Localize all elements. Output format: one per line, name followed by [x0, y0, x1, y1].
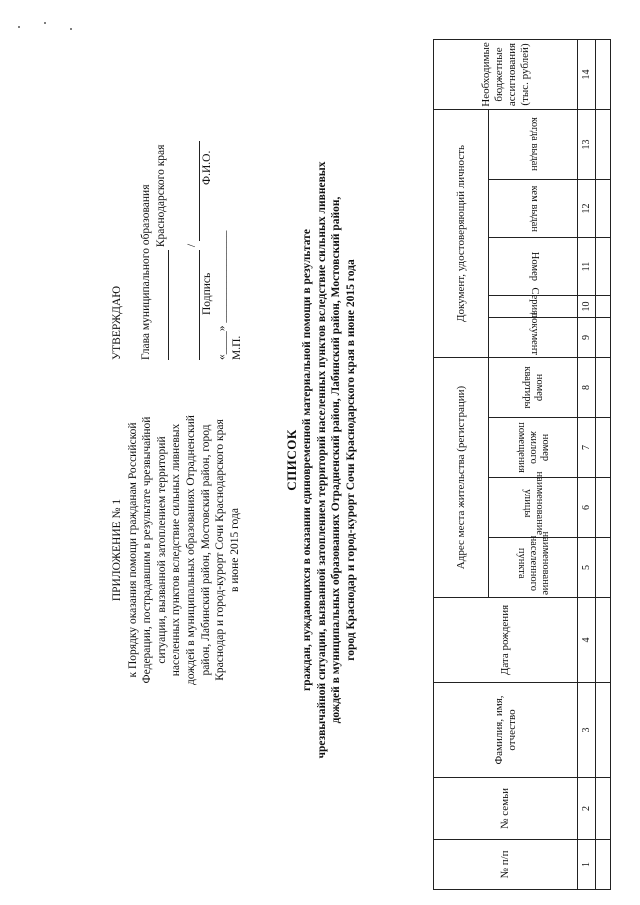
col-header-document: Документ, удостоверяющий личность [434, 109, 489, 357]
approval-position [139, 60, 154, 360]
list-heading: СПИСОК [284, 429, 299, 491]
column-number: 2 [578, 778, 596, 840]
table-header-row [434, 39, 489, 889]
col-header-family: № семьи [434, 778, 578, 840]
signature-row [185, 60, 200, 360]
column-number: 12 [578, 180, 596, 238]
citizens-table [433, 39, 611, 890]
column-number: 7 [578, 418, 596, 478]
col-header-settlement [489, 531, 578, 598]
col-header-num: № п/п [434, 840, 578, 890]
column-number: 6 [578, 478, 596, 538]
appendix-line: дождей в муниципальных образованиях Отрадненский [184, 415, 197, 685]
region-fill-line [168, 250, 169, 360]
col-header-series [489, 287, 578, 318]
column-number: 8 [578, 358, 596, 418]
list-title [285, 50, 358, 870]
house-label: номер жилого помещения [516, 422, 551, 473]
appendix-title: ПРИЛОЖЕНИЕ № 1 [111, 498, 123, 602]
approval-region-row [154, 60, 169, 360]
approval-header: УТВЕРЖДАЮ [111, 285, 123, 360]
column-number: 13 [578, 109, 596, 179]
column-number: 1 [578, 840, 596, 890]
signature-label: Подпись [201, 272, 213, 315]
column-numbers-row [578, 39, 596, 889]
appendix-line: район, Лабинский район, Мостовский район, город [199, 424, 212, 676]
approval-stamp: М.П. [231, 335, 243, 360]
settlement-label: наименование населенного пункта [516, 531, 551, 595]
number-label: Номер [528, 251, 540, 282]
title-line: дождей в муниципальных образованиях Отрадненский район, Лабинский район, Мостовский район, [330, 196, 343, 724]
column-number: 5 [578, 538, 596, 598]
col-header-house [489, 418, 578, 478]
signature-labels [200, 60, 215, 360]
col-header-fio: Фамилия, имя, отчество [434, 683, 578, 778]
issuer-label: кем выдан [528, 185, 540, 232]
column-number: 14 [578, 39, 596, 109]
table-row [596, 39, 611, 889]
appendix-block [110, 330, 242, 770]
approval-line1: Глава муниципального образования [140, 184, 152, 360]
col-header-birth: Дата рождения [434, 598, 578, 683]
approval-line2: Краснодарского края [155, 144, 167, 248]
date-row [215, 60, 230, 360]
title-line: город Краснодар и город-курорт Сочи Краснодарского края в июне 2015 года [344, 259, 357, 661]
approval-date: «____» ________________ [216, 230, 228, 360]
stamp-row [230, 60, 245, 360]
appendix-line: к Порядку оказания помощи гражданам Российской [126, 422, 139, 678]
series-label: Серия [528, 287, 540, 315]
flat-label: номер квартиры [522, 366, 545, 409]
column-number: 10 [578, 296, 596, 318]
appendix-line: Краснодар и город-курорт Сочи Краснодарского края [214, 419, 227, 681]
col-header-street [489, 471, 578, 538]
doctype-label: документ [528, 312, 540, 355]
column-number: 4 [578, 598, 596, 683]
column-number: 9 [578, 318, 596, 358]
title-line: чрезвычайной ситуации, вызванной затоплением территорий населенных пунктов вследствие сильных ливневых [315, 161, 328, 759]
appendix-line: ситуации, вызванной затоплением территорий [155, 436, 168, 664]
column-number: 3 [578, 683, 596, 778]
col-header-issuer [489, 180, 578, 238]
col-header-address: Адрес места жительства (регистрации) [434, 358, 489, 598]
issue-date-label: когда выдан [528, 117, 540, 172]
col-header-doctype [489, 312, 578, 358]
signature-slash: / [186, 243, 198, 248]
col-header-flat [489, 358, 578, 418]
appendix-line: Федерации, пострадавшим в результате чрезвычайной [141, 416, 154, 684]
col-header-issue-date [489, 109, 578, 179]
fio-label: Ф.И.О. [201, 150, 213, 185]
approval-block [110, 60, 245, 360]
street-label: наименование улицы [522, 471, 545, 535]
col-header-budget: Необходимые бюджетные ассигнования (тыс. рублей) [434, 39, 578, 109]
title-line: граждан, нуждающихся в оказании единовременной материальной помощи в результате [301, 229, 314, 691]
appendix-line: в июне 2015 года [228, 508, 241, 592]
column-number: 11 [578, 238, 596, 296]
appendix-line: населенных пунктов вследствие сильных ливневых [170, 423, 183, 677]
